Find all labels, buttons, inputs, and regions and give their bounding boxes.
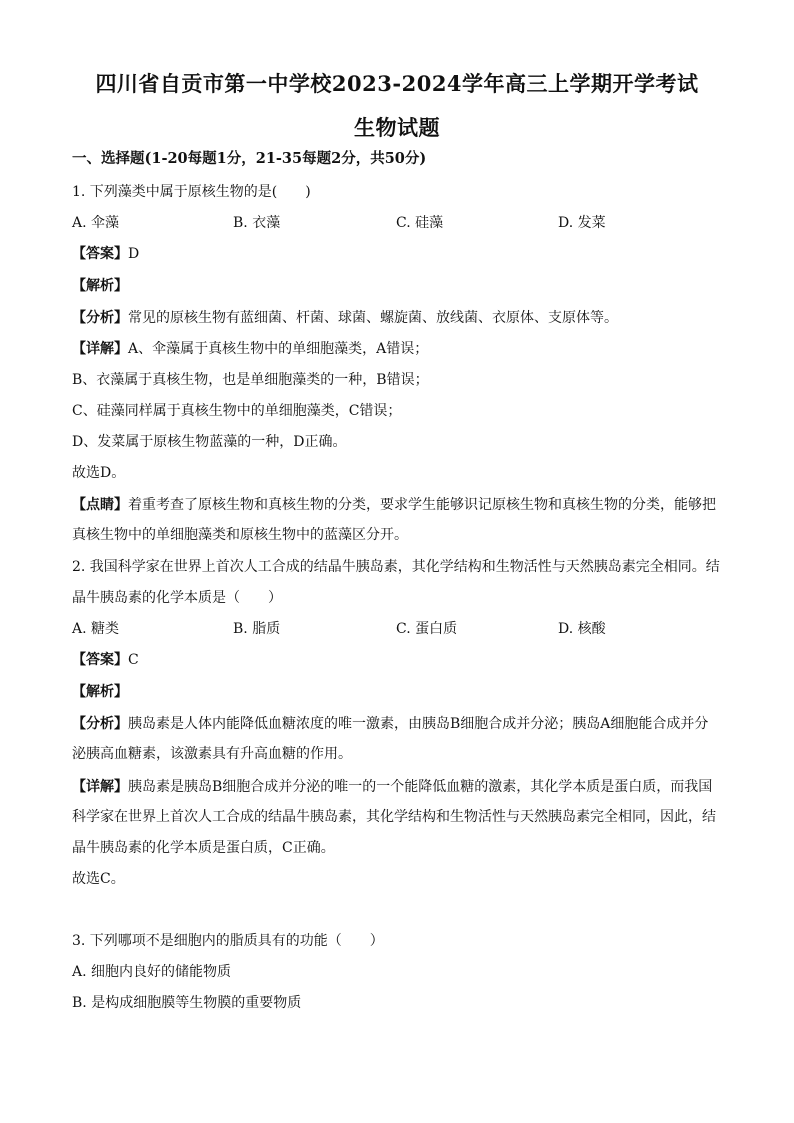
q2-fenxi	[72, 715, 732, 733]
q1-line-b: B、衣藻属于真核生物，也是单细胞藻类的一种，B错误；	[72, 372, 429, 388]
xiangjie-text: 胰岛素是胰岛B细胞合成并分泌的唯一的一个能降低血糖的激素，其化学本质是蛋白质，而我国	[128, 779, 713, 795]
q1-dianjing-cont: 真核生物中的单细胞藻类和原核生物中的蓝藻区分开。	[72, 527, 408, 543]
q3-option-b: B. 是构成细胞膜等生物膜的重要物质	[72, 995, 302, 1011]
q1-dianjing	[72, 496, 732, 514]
q1-xiangjie	[72, 340, 732, 358]
exam-title: 四川省自贡市第一中学校2023-2024学年高三上学期开学考试	[95, 71, 699, 96]
q2-answer	[72, 651, 732, 669]
q1-conclusion: 故选D。	[72, 465, 126, 481]
q2-xiangjie	[72, 778, 732, 796]
answer-value: C	[128, 652, 139, 668]
q2-option-a: A. 糖类	[72, 621, 120, 637]
q1-option-b: B. 衣藻	[233, 215, 281, 231]
section-heading: 一、选择题(1-20每题1分，21-35每题2分，共50分)	[72, 150, 427, 167]
q2-fenxi-cont: 泌胰高血糖素，该激素具有升高血糖的作用。	[72, 746, 352, 762]
q1-fenxi	[72, 309, 732, 327]
q2-analysis-tag: 【解析】	[72, 684, 128, 700]
q2-conclusion: 故选C。	[72, 871, 125, 887]
q1-option-c: C. 硅藻	[396, 215, 444, 231]
q2-xiangjie-cont-2: 晶牛胰岛素的化学本质是蛋白质，C正确。	[72, 840, 335, 856]
q1-option-a: A. 伞藻	[72, 215, 120, 231]
q1-line-c: C、硅藻同样属于真核生物中的单细胞藻类，C错误；	[72, 403, 402, 419]
q3-stem: 3. 下列哪项不是细胞内的脂质具有的功能（ ）	[72, 933, 384, 949]
dianjing-tag: 【点睛】	[72, 497, 128, 513]
answer-value: D	[128, 246, 140, 262]
fenxi-tag: 【分析】	[72, 716, 128, 732]
exam-subtitle: 生物试题	[354, 115, 440, 140]
fenxi-text: 常见的原核生物有蓝细菌、杆菌、球菌、螺旋菌、放线菌、衣原体、支原体等。	[128, 310, 618, 326]
q2-stem-2: 晶牛胰岛素的化学本质是（ ）	[72, 590, 282, 606]
q2-stem-1: 2. 我国科学家在世界上首次人工合成的结晶牛胰岛素，其化学结构和生物活性与天然胰岛素完全相同。结	[72, 559, 720, 575]
q2-xiangjie-cont-1: 科学家在世界上首次人工合成的结晶牛胰岛素，其化学结构和生物活性与天然胰岛素完全相同，因此，结	[72, 809, 716, 825]
q1-option-d: D. 发菜	[558, 215, 606, 231]
q2-option-c: C. 蛋白质	[396, 621, 458, 637]
xiangjie-tag: 【详解】	[72, 341, 128, 357]
answer-tag: 【答案】	[72, 652, 128, 668]
q2-option-d: D. 核酸	[558, 621, 606, 637]
fenxi-text: 胰岛素是人体内能降低血糖浓度的唯一激素，由胰岛B细胞合成并分泌；胰岛A细胞能合成并分	[128, 716, 709, 732]
q1-line-d: D、发菜属于原核生物蓝藻的一种，D正确。	[72, 434, 347, 450]
dianjing-text: 着重考查了原核生物和真核生物的分类，要求学生能够识记原核生物和真核生物的分类，能够把	[128, 497, 716, 513]
xiangjie-tag: 【详解】	[72, 779, 128, 795]
q3-option-a: A. 细胞内良好的储能物质	[72, 964, 232, 980]
xiangjie-text: A、伞藻属于真核生物中的单细胞藻类，A错误；	[128, 341, 429, 357]
q1-analysis-tag: 【解析】	[72, 278, 128, 294]
q1-stem: 1. 下列藻类中属于原核生物的是( )	[72, 184, 311, 200]
q1-answer	[72, 245, 732, 263]
answer-tag: 【答案】	[72, 246, 128, 262]
fenxi-tag: 【分析】	[72, 310, 128, 326]
q2-option-b: B. 脂质	[233, 621, 281, 637]
